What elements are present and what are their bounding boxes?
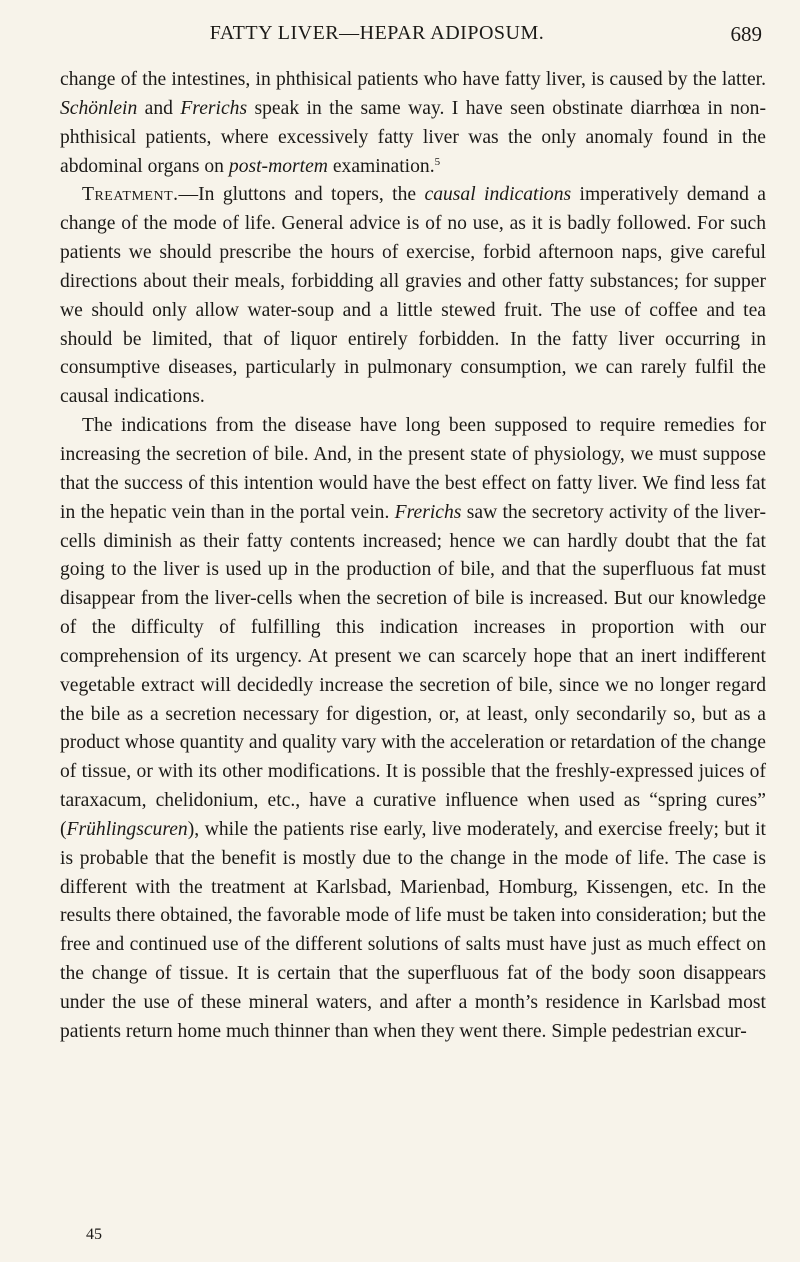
page-header xyxy=(62,22,762,48)
body-text xyxy=(60,66,766,1047)
author-name: Schönlein xyxy=(60,97,138,119)
italic-term: Frühlingscuren xyxy=(66,818,188,840)
text-run: examination. xyxy=(327,155,435,177)
italic-term: causal indications xyxy=(424,184,572,206)
text-run: saw the secretory activity of the liver-cells diminish as their fatty contents increased; hence we can hardly doubt that the fat going to the liver is used up in the production of bile, and that the superfluous fat must disappear from the liver-cells when the secretion of bile is increased. But our knowledge of the difficulty of fulfilling this indication increases in proportion with our comprehension of its urgency. At present we can scarcely hope that an inert indifferent vegetable extract will decidedly increase the secretion of bile, since we no longer regard the bile as a secretion necessary for digestion, or, at least, only secondarily so, but as a product whose quantity and quality vary with the acceleration or retardation of the change of tissue, or with its other modifications. It is possible that the freshly-expressed juices of taraxacum, chelidonium, etc., have a curative influence when used as “spring cures” ( xyxy=(60,501,766,840)
text-run: ), while the patients rise early, live moderately, and exercise freely; but it is probable that the benefit is mostly due to the change in the mode of life. The case is different with the treatment at Karlsbad, Marienbad, Homburg, Kissengen, etc. In the results there obtained, the favorable mode of life must be taken into consideration; but the free and continued use of the different solutions of salts must have just as much effect on the change of tissue. It is certain that the superfluous fat of the body soon disappears under the use of these mineral waters, and after a month’s residence in Karlsbad most patients return home much thinner than when they went there. Simple pedestrian excur- xyxy=(60,818,766,1042)
text-run: and xyxy=(137,97,181,119)
section-heading: Treatment. xyxy=(82,184,179,206)
text-run: —In gluttons and topers, the xyxy=(178,184,425,206)
paragraph-treatment xyxy=(60,181,766,412)
italic-term: post-mortem xyxy=(228,155,328,177)
text-run: The indications from the disease have long been supposed to require remedies for increasing the secretion of bile. And, in the present state of physiology, we must suppose that the success of this intention would have the best effect on fatty liver. We find less fat in the hepatic vein than in the portal vein. xyxy=(60,415,766,523)
page-number: 689 xyxy=(730,22,762,46)
paragraph-indications xyxy=(60,412,766,1047)
footnote-marker: 5 xyxy=(434,155,441,168)
paragraph-continuation xyxy=(60,66,766,181)
author-name: Frerichs xyxy=(394,501,462,523)
text-run: change of the intestines, in phthisical patients who have fatty liver, is caused by the latter. xyxy=(60,69,766,90)
signature-mark: 45 xyxy=(86,1226,102,1243)
author-name: Frerichs xyxy=(180,97,248,119)
running-head: FATTY LIVER—HEPAR ADIPOSUM. xyxy=(209,22,545,44)
text-run: speak in the same way. I have seen obstinate diarrhœa in non-phthisical patients, where excessively fatty liver was the only anomaly found in the abdominal organs on xyxy=(60,97,766,177)
text-run: imperatively demand a change of the mode of life. General advice is of no use, as it is badly followed. For such patients we should prescribe the hours of exercise, forbid afternoon naps, give careful directions about their meals, forbidding all gravies and other fatty substances; for supper we should only allow water-soup and a little stewed fruit. The use of coffee and tea should be limited, that of liquor entirely forbidden. In the fatty liver occurring in consumptive diseases, particularly in pulmonary consumption, we can rarely fulfil the causal indications. xyxy=(60,184,767,408)
